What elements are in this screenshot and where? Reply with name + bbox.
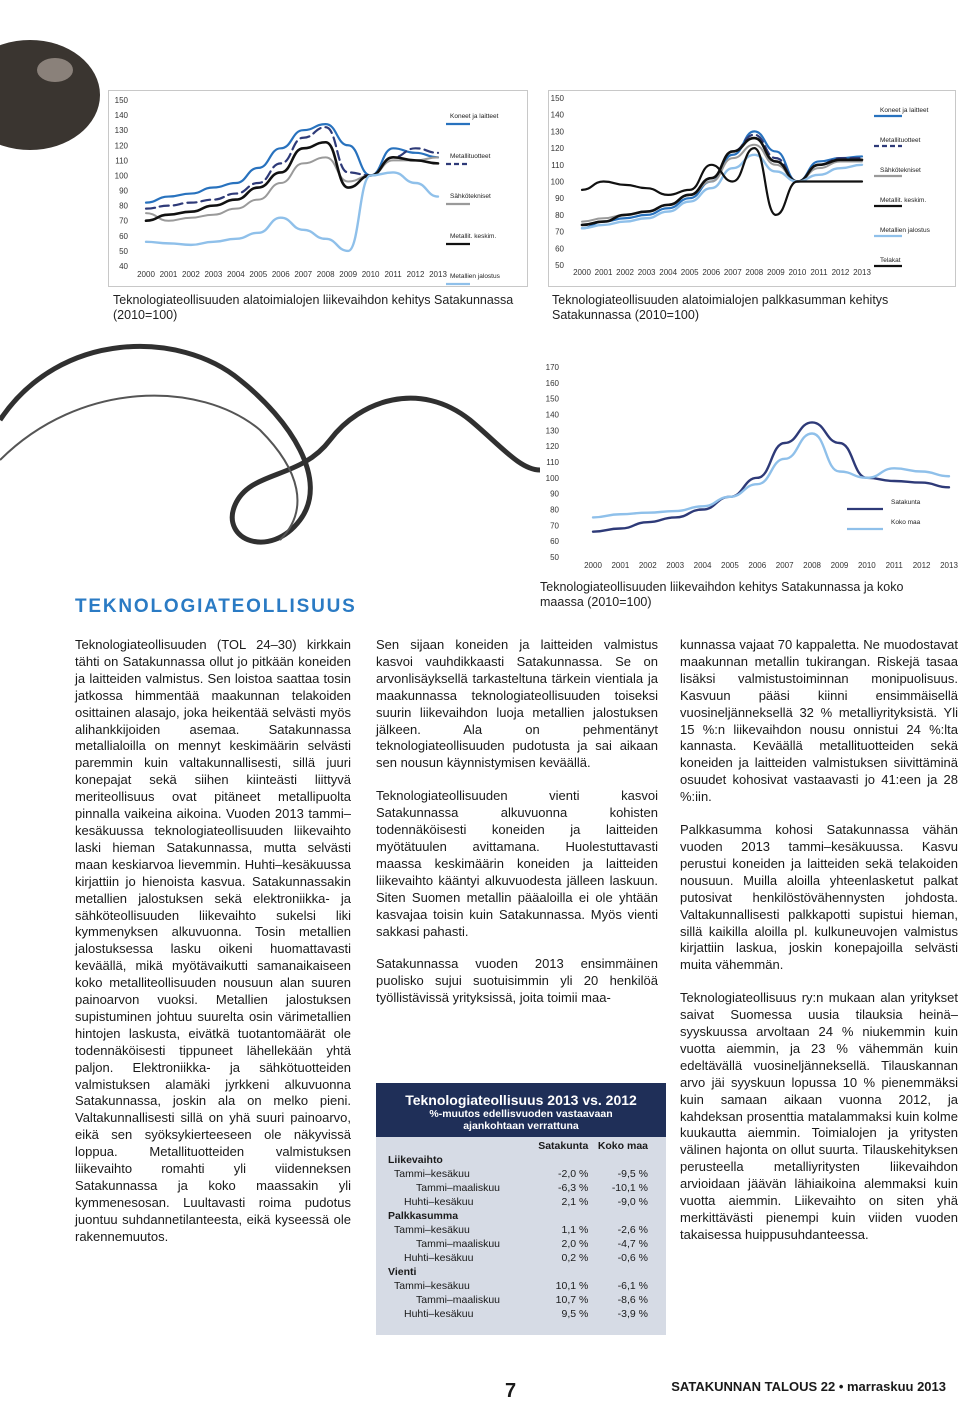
table-cell: 9,5 % bbox=[561, 1308, 589, 1320]
stats-box-title: Teknologiateollisuus 2013 vs. 2012 bbox=[405, 1092, 637, 1108]
legend-label: Koko maa bbox=[891, 519, 921, 526]
x-tick-label: 2009 bbox=[766, 268, 785, 277]
legend-label: Koneet ja laitteet bbox=[450, 113, 499, 120]
y-tick-label: 60 bbox=[119, 231, 128, 241]
y-tick-label: 60 bbox=[550, 537, 559, 547]
y-tick-label: 140 bbox=[114, 111, 128, 121]
stats-box-subtitle-2: ajankohtaan verrattuna bbox=[463, 1120, 579, 1132]
x-tick-label: 2001 bbox=[611, 561, 630, 570]
table-cell: -0,6 % bbox=[617, 1252, 648, 1264]
table-row bbox=[376, 1293, 666, 1307]
table-cell: 10,1 % bbox=[555, 1280, 589, 1292]
table-cell: -6,3 % bbox=[558, 1182, 589, 1194]
y-tick-label: 130 bbox=[545, 426, 559, 436]
table-row bbox=[376, 1195, 666, 1209]
table-row bbox=[376, 1167, 666, 1181]
table-cell: Koko maa bbox=[597, 1140, 648, 1152]
y-tick-label: 170 bbox=[545, 363, 559, 372]
x-tick-label: 2003 bbox=[637, 268, 656, 277]
chart3-caption: Teknologiateollisuuden liikevaihdon kehitys Satakunnassa ja koko maassa (2010=100) bbox=[540, 580, 904, 609]
y-tick-label: 100 bbox=[545, 473, 559, 483]
series-line-s-hk-tekniset bbox=[582, 145, 862, 222]
x-tick-label: 2007 bbox=[723, 268, 742, 277]
y-tick-label: 80 bbox=[555, 210, 564, 220]
x-tick-label: 2006 bbox=[271, 270, 290, 279]
table-cell: 1,1 % bbox=[561, 1224, 589, 1236]
page-number: 7 bbox=[505, 1380, 517, 1402]
table-cell: -10,1 % bbox=[611, 1182, 648, 1194]
x-tick-label: 2013 bbox=[429, 270, 447, 279]
table-cell: -2,6 % bbox=[617, 1224, 648, 1236]
table-cell: Tammi–kesäkuu bbox=[394, 1280, 470, 1292]
y-tick-label: 110 bbox=[546, 458, 559, 467]
table-row bbox=[376, 1307, 666, 1321]
x-tick-label: 2005 bbox=[721, 561, 739, 570]
table-cell: -4,7 % bbox=[617, 1238, 648, 1250]
legend-label: Metallien jalostus bbox=[450, 273, 500, 280]
table-cell bbox=[588, 1265, 666, 1279]
legend-label: Metallit. keskim. bbox=[880, 197, 927, 204]
y-tick-label: 110 bbox=[115, 156, 128, 166]
y-tick-label: 50 bbox=[550, 553, 559, 562]
y-tick-label: 70 bbox=[119, 216, 128, 226]
y-tick-label: 130 bbox=[114, 126, 128, 136]
stats-table bbox=[376, 1139, 666, 1321]
table-cell: Vienti bbox=[388, 1266, 417, 1278]
x-tick-label: 2007 bbox=[775, 561, 794, 570]
x-tick-label: 2003 bbox=[204, 270, 223, 279]
table-row bbox=[376, 1279, 666, 1293]
x-tick-label: 2006 bbox=[702, 268, 721, 277]
y-tick-label: 100 bbox=[550, 177, 564, 187]
legend-label: Telakat bbox=[880, 257, 901, 264]
table-section-row bbox=[376, 1265, 666, 1279]
legend-label: Koneet ja laitteet bbox=[880, 107, 929, 114]
series-line-metallit-keskim- bbox=[146, 142, 438, 220]
table-cell: Huhti–kesäkuu bbox=[404, 1252, 474, 1264]
y-tick-label: 150 bbox=[550, 94, 564, 103]
table-cell: 2,1 % bbox=[561, 1196, 589, 1208]
x-tick-label: 2011 bbox=[384, 270, 402, 279]
x-tick-label: 2009 bbox=[339, 270, 358, 279]
x-tick-label: 2006 bbox=[748, 561, 767, 570]
x-tick-label: 2008 bbox=[803, 561, 821, 570]
text-column-3 bbox=[680, 637, 958, 1260]
table-row bbox=[376, 1251, 666, 1265]
table-cell: Tammi–maaliskuu bbox=[416, 1238, 501, 1250]
y-tick-label: 100 bbox=[114, 171, 128, 181]
table-section-row bbox=[376, 1153, 666, 1167]
x-tick-label: 2002 bbox=[182, 270, 200, 279]
y-tick-label: 120 bbox=[114, 141, 128, 151]
table-cell bbox=[588, 1153, 666, 1167]
legend-label: Metallituotteet bbox=[880, 137, 921, 144]
y-tick-label: 150 bbox=[545, 394, 559, 404]
x-tick-label: 2012 bbox=[406, 270, 425, 279]
x-tick-label: 2001 bbox=[594, 268, 613, 277]
paragraph: Satakunnassa vuoden 2013 ensimmäinen puolisko sujui suotuisimmin yli 20 henkilöä työllistävissä yrityksissä, joita toimii maa- bbox=[376, 956, 658, 1006]
table-cell: Palkkasumma bbox=[388, 1210, 459, 1222]
x-tick-label: 2009 bbox=[830, 561, 849, 570]
table-cell: 2,0 % bbox=[561, 1238, 589, 1250]
table-cell: -3,9 % bbox=[617, 1308, 648, 1320]
table-cell: -8,6 % bbox=[617, 1294, 648, 1306]
x-tick-label: 2000 bbox=[584, 561, 602, 570]
x-tick-label: 2004 bbox=[693, 561, 712, 570]
table-cell: Huhti–kesäkuu bbox=[404, 1196, 474, 1208]
y-tick-label: 90 bbox=[555, 194, 564, 204]
y-tick-label: 40 bbox=[119, 262, 128, 271]
magazine-footer: SATAKUNNAN TALOUS 22 • marraskuu 2013 bbox=[671, 1379, 946, 1394]
chart3 bbox=[535, 358, 958, 576]
series-line-telakat bbox=[582, 148, 862, 215]
text-column-2 bbox=[376, 637, 658, 1023]
table-cell: Tammi–maaliskuu bbox=[416, 1182, 501, 1194]
stats-box-header bbox=[376, 1083, 666, 1137]
paragraph: Sen sijaan koneiden ja laitteiden valmistus kasvoi vauhdikkaasti Satakunnassa. Se on arvonlisäyksellä tarkasteltuna tärkein vientiala ja maakunnassa teknologiateollisuuden toiseksi suurin liikevaihdon luoja metallien jalostuksen jälkeen. Ala on pehmentänyt teknologiateollisuuden pudotusta ja sai aikaan sen nousun käynnistymisen keväällä. bbox=[376, 637, 658, 771]
y-tick-label: 80 bbox=[119, 201, 128, 211]
y-tick-label: 140 bbox=[545, 410, 559, 420]
x-tick-label: 2010 bbox=[788, 268, 807, 277]
table-cell bbox=[538, 1153, 588, 1167]
x-tick-label: 2013 bbox=[853, 268, 871, 277]
chart2 bbox=[548, 90, 956, 287]
y-tick-label: 90 bbox=[550, 489, 559, 499]
table-cell: -2,0 % bbox=[558, 1168, 589, 1180]
legend-label: Satakunta bbox=[891, 499, 921, 506]
x-tick-label: 2001 bbox=[159, 270, 178, 279]
chart2-caption: Teknologiateollisuuden alatoimialojen palkkasumman kehitys Satakunnassa (2010=100) bbox=[552, 293, 889, 322]
paragraph: Teknologiateollisuuden vienti kasvoi Satakunnassa alkuvuonna kohisten todennäköisesti koneiden ja laitteiden myötätuulen avittamana. Huolestuttavasti maassa keskimäärin koneiden ja laitteiden liikevaihto kääntyi alkuvuodesta jälleen laskuun. Siten Suomen metallin pääaloilla ei ole yhtään kasvajaa toisin kuin Satakunnassa. Myös vienti sakkasi pahasti. bbox=[376, 788, 658, 939]
y-tick-label: 70 bbox=[555, 227, 564, 237]
y-tick-label: 160 bbox=[545, 378, 559, 388]
x-tick-label: 2005 bbox=[680, 268, 699, 277]
table-cell: Tammi–maaliskuu bbox=[416, 1294, 501, 1306]
table-cell: 10,7 % bbox=[555, 1294, 589, 1306]
legend-label: Metallien jalostus bbox=[880, 227, 930, 234]
table-cell: -6,1 % bbox=[617, 1280, 648, 1292]
decorative-blob-highlight bbox=[37, 58, 73, 82]
paragraph: Teknologiateollisuus ry:n mukaan alan yritykset saivat Suomessa uusia tilauksia heinä–syyskuussa arvoltaan 24 % niukemmin kuin vuotta aiemmin, ja 23 % vähemmän kuin edeltävällä vuosineljänneksellä. Tilauskannan arvo jäi syyskuun lopussa 10 % pienemmäksi kuin samaan aikaan vuonna 2012, ja kahdeksan prosenttia matalammaksi kuin kolme kuukautta aiemmin. Toimialojen ja yritysten välinen hajonta on ollut suurta. Tilauskehityksen perusteella metalliyritysten liikevaihdon arvioidaan jäävän lähiaikoina alemmaksi kuin vuotta aiemmin. Liikevaihto on siten yhä merkittävästi pienempi kuin viiden vuoden takaisessa huippusuhdanteessa. bbox=[680, 990, 958, 1242]
chart1-caption: Teknologiateollisuuden alatoimialojen liikevaihdon kehitys Satakunnassa (2010=100) bbox=[113, 293, 514, 322]
x-tick-label: 2008 bbox=[316, 270, 335, 279]
table-cell: Tammi–kesäkuu bbox=[394, 1168, 470, 1180]
y-tick-label: 120 bbox=[545, 442, 559, 452]
table-cell: -9,5 % bbox=[617, 1168, 648, 1180]
table-section-row bbox=[376, 1209, 666, 1223]
legend-label: Sähkötekniset bbox=[880, 167, 921, 174]
x-tick-label: 2011 bbox=[885, 561, 903, 570]
legend-label: Metallituotteet bbox=[450, 153, 491, 160]
table-header-row bbox=[376, 1139, 666, 1153]
x-tick-label: 2000 bbox=[137, 270, 155, 279]
paragraph: Palkkasumma kohosi Satakunnassa vähän vuoden 2013 tammi–kesäkuussa. Kasvu perustui koneiden ja laitteiden sekä telakoiden nousuun. Muilla aloilla yhteenlasketut palkat putosivat henkilöstövähennysten johdosta. Valtakunnallisesti palkkapotti supistui hieman, sillä kaikilla aloilla pl. kulkuneuvojen valmistus kirjattiin laskua, joskin konepajoilla selvästi muita vähemmän. bbox=[680, 822, 958, 973]
table-cell: 0,2 % bbox=[561, 1252, 589, 1264]
paragraph: kunnassa vajaat 70 kappaletta. Ne muodostavat maakunnan metallin tukirangan. Riskejä tasaa lisäksi valmistustoiminnan monipuolisuus. Kasvuun pääsi kiinni ensimmäisellä vuosineljänneksellä 32 % metalliyrityksistä. Yli 15 %:n liikevaihdon nousu onnistui 24 %:lta kannasta. Keväällä metallituotteiden sekä koneiden ja laitteiden valmistuksen siivittäminä osuudet kohosivat vastaavasti jo 41:een ja 28 %:iin. bbox=[680, 637, 958, 805]
x-tick-label: 2000 bbox=[573, 268, 591, 277]
y-tick-label: 60 bbox=[555, 244, 564, 254]
x-tick-label: 2004 bbox=[226, 270, 245, 279]
table-cell: Huhti–kesäkuu bbox=[404, 1308, 474, 1320]
table-cell bbox=[538, 1209, 588, 1223]
x-tick-label: 2008 bbox=[745, 268, 764, 277]
x-tick-label: 2012 bbox=[912, 561, 931, 570]
y-tick-label: 120 bbox=[550, 144, 564, 154]
x-tick-label: 2002 bbox=[638, 561, 657, 570]
table-row bbox=[376, 1223, 666, 1237]
table-cell: -9,0 % bbox=[617, 1196, 648, 1208]
y-tick-label: 110 bbox=[551, 160, 564, 170]
x-tick-label: 2005 bbox=[249, 270, 268, 279]
x-tick-label: 2012 bbox=[831, 268, 850, 277]
decorative-swirl bbox=[0, 346, 540, 542]
x-tick-label: 2013 bbox=[940, 561, 958, 570]
decorative-blob bbox=[0, 40, 100, 150]
table-cell: Tammi–kesäkuu bbox=[394, 1224, 470, 1236]
x-tick-label: 2011 bbox=[810, 268, 828, 277]
paragraph: Teknologiateollisuuden (TOL 24–30) kirkkain tähti on Satakunnassa ollut jo pitkään koneiden ja laitteiden valmistus. Sen loistoa saattaa tosin jatkossa himmentää maakunnan telakoiden osittainen alasajo, joka heikentää selvästi myös alihankkijoiden asemaa. Satakunnassa metallialoilla on mennyt keskimäärin selvästi paremmin kuin valtakunnallisesti, sillä juuri konepajat sekä siihen kiinteästi liittyvä meriteollisuus ovat pitäneet metallipuolta pinnalla vaikeina aikoina. Vuoden 2013 tammi–kesäkuussa teknologiateollisuuden liikevaihto laski hieman Satakunnassa, mutta selvästi maan keskiarvoa lievemmin. Huhti–kesäkuussa kirjattiin jo hienoista kasvua. Satakunnassakin metallien jalostuksen sekä elektroniikka- ja sähköteollisuuden liikevaihto sukelsi liki kymmenyksen alkuvuonna. Tosin metallien jalostuksessa lasku oikeni huomattavasti keväällä, mikä myötävaikutti samanaikaiseen koko metalliteollisuuden nousuun alan suuren painoarvon vuoksi. Metallien jalostuksen supistuminen johtuu suurelta osin värimetallien hintojen laskusta, eivätkä tuotantomäärät ole todennäköisesti tippuneet lähellekään yhtä paljon. Elektroniikka- ja sähkötuotteiden valmistuksen alamäki jyrkkeni alkuvuonna Satakunnassa, joskin ala on melko pieni. Valtakunnallisesti sillä on yhä suuri painoarvo, eikä sen syöksykierteeseen ole näkyvissä loppua. Metallituotteiden valmistuksen liikevaihto romahti yli viidenneksen Satakunnassa ja koko maassakin yli kymmenesosan. Luultavasti roima pudotus juontuu suhdannetilanteesta, eikä kyseessä ole rakennemuutos. bbox=[75, 637, 351, 1244]
y-tick-label: 90 bbox=[119, 186, 128, 196]
decorative-swirl-thin bbox=[0, 396, 297, 540]
stats-box-subtitle-1: %-muutos edellisvuoden vastaavaan bbox=[429, 1108, 613, 1120]
table-cell: Liikevaihto bbox=[388, 1154, 443, 1166]
text-column-1 bbox=[75, 637, 351, 1262]
x-tick-label: 2010 bbox=[857, 561, 876, 570]
y-tick-label: 50 bbox=[119, 246, 128, 256]
chart1 bbox=[108, 90, 528, 287]
y-tick-label: 140 bbox=[550, 110, 564, 120]
y-tick-label: 70 bbox=[550, 521, 559, 531]
table-cell bbox=[538, 1265, 588, 1279]
table-row bbox=[376, 1237, 666, 1251]
legend-label: Metallit. keskim. bbox=[450, 233, 497, 240]
y-tick-label: 150 bbox=[114, 96, 128, 105]
y-tick-label: 50 bbox=[555, 261, 564, 270]
x-tick-label: 2007 bbox=[294, 270, 313, 279]
table-row bbox=[376, 1181, 666, 1195]
x-tick-label: 2002 bbox=[616, 268, 634, 277]
section-heading: TEKNOLOGIATEOLLISUUS bbox=[75, 596, 357, 617]
x-tick-label: 2010 bbox=[361, 270, 380, 279]
series-line-koneet-ja-laitteet bbox=[146, 124, 438, 202]
legend-label: Sähkötekniset bbox=[450, 193, 491, 200]
table-cell bbox=[376, 1139, 538, 1153]
table-cell: Satakunta bbox=[538, 1140, 589, 1152]
stats-box bbox=[376, 1083, 666, 1335]
y-tick-label: 80 bbox=[550, 505, 559, 515]
y-tick-label: 130 bbox=[550, 127, 564, 137]
x-tick-label: 2003 bbox=[666, 561, 685, 570]
series-line-satakunta bbox=[593, 422, 949, 531]
x-tick-label: 2004 bbox=[659, 268, 678, 277]
table-cell bbox=[588, 1209, 666, 1223]
